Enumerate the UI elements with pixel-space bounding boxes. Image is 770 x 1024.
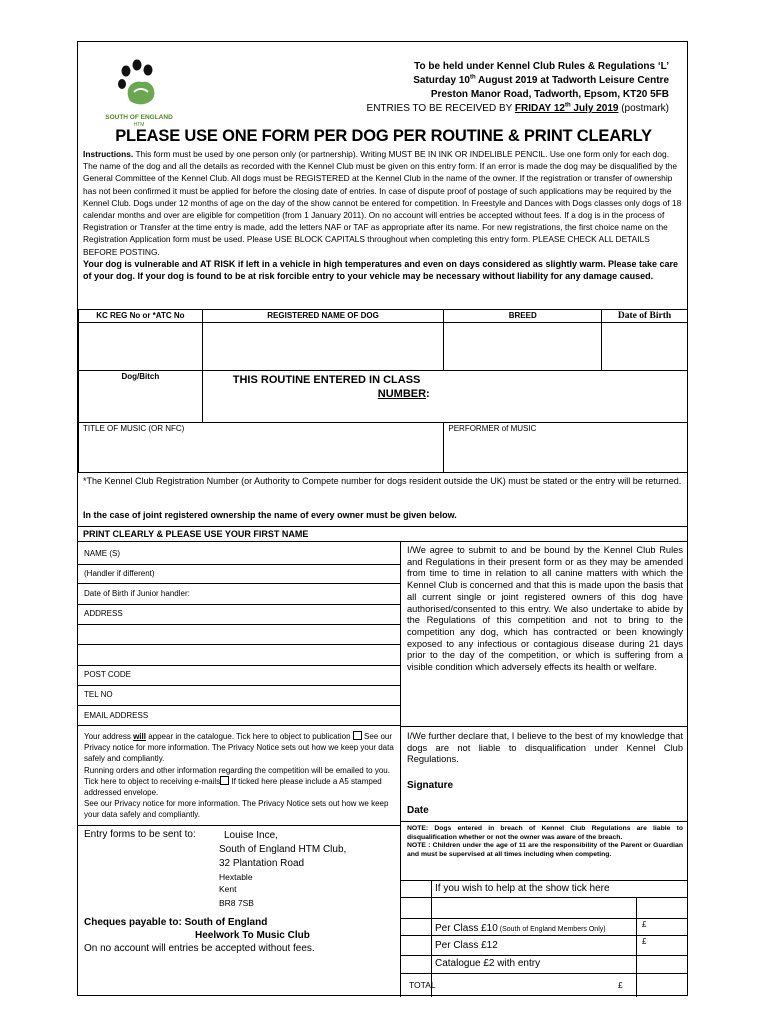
dog-bitch-field[interactable] [79,371,203,423]
reg-name-field[interactable] [202,323,444,371]
handler-field[interactable]: (Handler if different) [84,569,155,578]
privacy-text-2: appear in the catalogue. Tick here to object to publication [145,732,351,741]
per-class-members [435,923,606,934]
closing-b: FRIDAY 12 [514,103,565,114]
pound-1: £ [642,920,647,929]
per-class-members-label: Per Class £10 [435,923,498,934]
cheques-line-1: Cheques payable to: South of England [84,917,268,928]
date-field[interactable]: Date [407,805,429,816]
class-label: THIS ROUTINE ENTERED IN CLASS [232,374,421,386]
closing-sup: th [564,102,571,109]
junior-dob-field[interactable]: Date of Birth if Junior handler: [84,589,190,598]
note-children: NOTE : Children under the age of 11 are the responsibility of the Parent or Guardian and must be supervised at all times including when competing. [407,842,683,858]
members-only-note: (South of England Members Only) [497,926,606,933]
owner-section [78,526,688,996]
postcode-field[interactable]: POST CODE [84,670,131,679]
class-colon: : [426,388,430,400]
class-number-field[interactable] [202,371,687,423]
kc-number-note: *The Kennel Club Registration Number (or Authority to Compete number for dogs resident outside the UK) must be stated or the entry will be returned. [83,476,682,486]
privacy-text-5: If ticked here please include a A5 stamped addressed envelope. [84,776,382,798]
address-field[interactable]: ADDRESS [84,609,123,618]
help-at-show: If you wish to help at the show tick here [435,883,610,894]
object-publication-checkbox[interactable] [353,731,362,740]
dog-bitch-label: Dog/Bitch [121,372,160,381]
note-breach: NOTE: Dogs entered in breach of Kennel Club Regulations are liable to disqualification whether or not the owner was aware of the breach. [407,825,683,841]
kc-reg-header: KC REG No or *ATC No [79,310,203,323]
music-title-label: TITLE OF MUSIC (OR NFC) [83,424,185,433]
music-title-field[interactable] [79,423,444,473]
privacy-text-6: See our Privacy notice for more information. The Privacy Notice sets out how we keep your data safely and compliantly. [84,799,389,820]
address-line-6: BR8 7SB [219,898,254,908]
privacy-text-3: See our Privacy notice for more information. The Privacy Notice sets out how we keep your data safely and compliantly. [84,732,394,764]
rules-line: To be held under Kennel Club Rules & Regulations ‘L’ [414,61,669,72]
tel-field[interactable]: TEL NO [84,690,113,699]
address-line-3: 32 Plantation Road [219,858,305,869]
privacy-notice [84,731,396,821]
kc-breach-note [407,825,683,859]
date-line-b: August 2019 at Tadworth Leisure Centre [475,75,669,86]
privacy-text-1: Your address [84,732,134,741]
privacy-will: will [133,732,146,741]
date-sup: th [469,74,476,81]
signature-field[interactable]: Signature [407,780,454,791]
address-line-5: Kent [219,884,237,894]
event-header [309,60,669,116]
email-field[interactable]: EMAIL ADDRESS [84,711,149,720]
object-email-checkbox[interactable] [220,776,229,785]
performer-field[interactable] [444,423,688,473]
privacy-text-4: Running orders and other information regarding the competition will be emailed to you. Tick here to object to receiving e-mails [84,765,390,786]
kc-reg-field[interactable] [79,323,203,371]
club-logo [104,56,174,132]
breed-field[interactable] [444,323,602,371]
instructions [83,148,684,282]
sent-to-label: Entry forms to be sent to: [84,829,196,840]
cheques-line-2: Heelwork To Music Club [195,930,310,941]
date-line-a: Saturday 10 [413,75,470,86]
instructions-text: This form must be used by one person only (or partnership). Writing MUST BE IN INK OR INDELIBLE PENCIL. Use one form only for each dog. The name of the dog and all the details as recorded with the Kennel Club must be given on this entry form. If an error is made the dog may be disqualified by the General Committee of the Kennel Club. All dogs must be REGISTERED at the Kennel Club in the name of the owner. If the registration or transfer of ownership has not been confirmed it must be applied for before the closing date of entries. In case of dispute proof of postage of such applications may be required by the Kennel Club. Dogs under 12 months of age on the day of the show cannot be entered for competition. In Freestyle and Dances with Dogs classes only dogs of 18 calendar months and over are eligible for competition (from 1 January 2011). On no account will entries be accepted without fees. If a dog is in the process of Registration or Transfer at the time entry is made, add the letters NAF or TAF as appropriate after its name. For new registrations, the first choice name on the Registration Application form must be used. Please USE BLOCK CAPITALS throughout when completing this entry form. PLEASE CHECK ALL DETAILS BEFORE POSTING. [83,149,682,257]
closing-c: July 2019 [570,103,619,114]
vehicle-warning: Your dog is vulnerable and AT RISK if left in a vehicle in high temperatures and even on days considered as slightly warm. Please take care of your dog. If your dog is found to be at risk forcible entry to your vehicle may be necessary without liability for any damage caused. [83,258,679,282]
page-title: PLEASE USE ONE FORM PER DOG PER ROUTINE & PRINT CLEARLY [115,127,652,145]
per-class-non-members: Per Class £12 [435,940,498,951]
declaration-text: I/We further declare that, I believe to the best of my knowledge that dogs are not liable to disqualification under Kennel Club Regulations. [407,731,683,765]
total-label: TOTAL [409,980,436,990]
dob-field[interactable] [602,323,688,371]
entry-form [77,41,688,996]
no-account-note: On no account will entries be accepted without fees. [84,943,315,954]
owner-heading: PRINT CLEARLY & PLEASE USE YOUR FIRST NAME [83,529,309,539]
paw-print-icon [104,56,174,114]
performer-label: PERFORMER of MUSIC [448,424,537,433]
pound-2: £ [642,937,647,946]
postal-address [219,829,347,911]
dob-header: Date of Birth [602,310,688,323]
pound-total: £ [618,980,623,990]
reg-name-header: REGISTERED NAME OF DOG [202,310,444,323]
venue-line: Preston Manor Road, Tadworth, Epsom, KT20 5FB [430,89,669,100]
address-line-2: South of England HTM Club, [219,844,347,855]
logo-subtext: HTM [133,122,145,128]
joint-ownership-note: In the case of joint registered ownership the name of every owner must be given below. [83,510,457,520]
closing-d: (postmark) [618,103,669,114]
instructions-label: Instructions. [83,149,134,159]
class-number-label: NUMBER [377,388,427,400]
address-line-1: Louise Ince, [224,830,278,841]
breed-header: BREED [444,310,602,323]
dog-details-table [78,309,688,473]
catalogue-fee: Catalogue £2 with entry [435,958,541,969]
address-line-4: Hextable [219,872,253,882]
name-field[interactable]: NAME (S) [84,549,120,558]
agreement-text: I/We agree to submit to and be bound by the Kennel Club Rules and Regulations in their present form or as they may be amended from time to time in relation to all canine matters with which the Kennel Club is concerned and that this is made upon the basis that all current single or joint registered owners of this dog have authorised/consented to this entry. We also undertake to abide by the Regulations of this competition and not to bring to the competition any dog, which has contracted or been knowingly exposed to any infectious or contagious disease during 21 days prior to the day of the competition, or which is suffering from a visible condition which adversely effects its health or welfare. [407,545,683,673]
closing-a: ENTRIES TO BE RECEIVED BY [366,103,515,114]
logo-text: SOUTH OF ENGLAND [105,114,173,121]
